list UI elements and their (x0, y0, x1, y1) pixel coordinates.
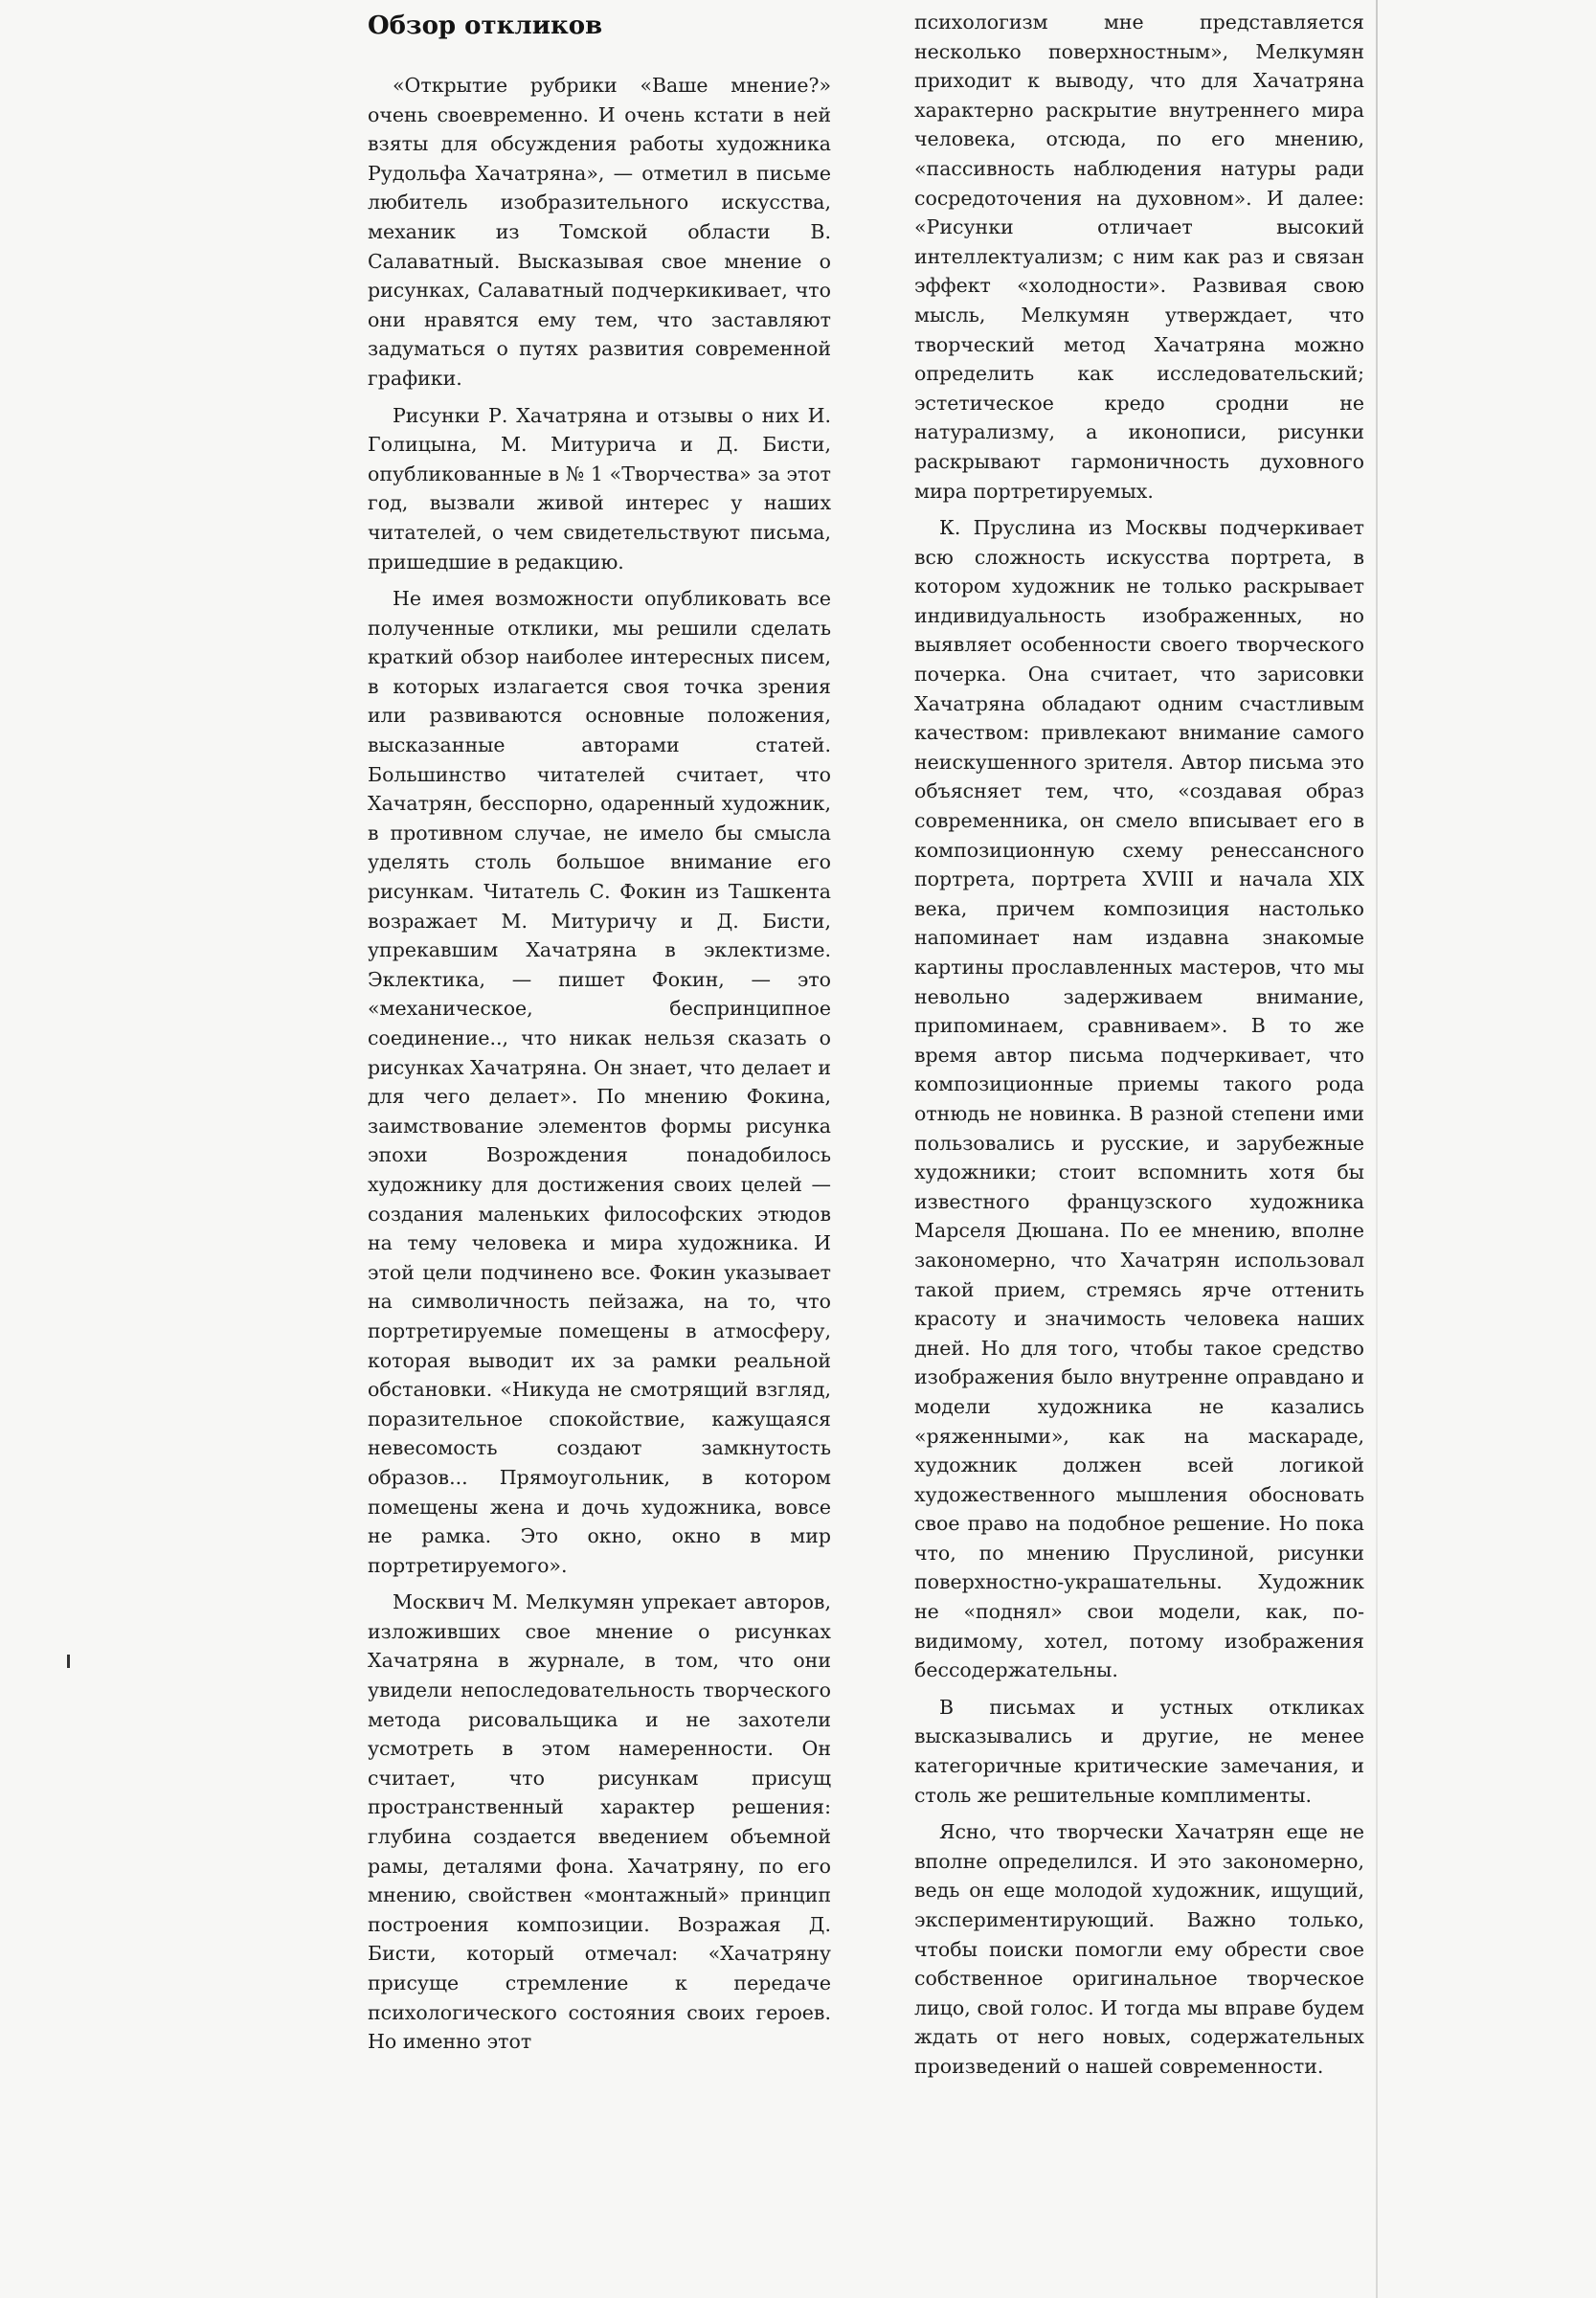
paragraph: К. Пруслина из Москвы подчеркивает всю сложность искусства портрета, в котором художник не только раскрывает индивидуальность изображенных, но выявляет особенности своего творческого почерка. Она считает, что зарисовки Хачатряна обладают одним счастливым качеством: привлекают внимание самого неискушенного зрителя. Автор письма это объясняет тем, что, «создавая образ современника, он смело вписывает его в композиционную схему ренессансного портрета, портрета XVIII и начала XIX века, причем композиция настолько напоминает нам издавна знакомые картины прославленных мастеров, что мы невольно задерживаем внимание, припоминаем, сравниваем». В то же время автор письма подчеркивает, что композиционные приемы такого рода отнюдь не новинка. В разной степени ими пользовались и русские, и зарубежные художники; стоит вспомнить хотя бы известного французского художника Марселя Дюшана. По ее мнению, вполне закономерно, что Хачатрян использовал такой прием, стремясь ярче оттенить красоту и значимость человека наших дней. Но для того, чтобы такое средство изображения было внутренне оправдано и модели художника не казались «ряженными», как на маскараде, художник должен всей логикой художественного мышления обосновать свое право на подобное решение. Но пока что, по мнению Пруслиной, рисунки поверхностно-украшательны. Художник не «поднял» свои модели, как, по-видимому, хотел, потому изображения бессодержательны. (914, 516, 1364, 1682)
article-title: Обзор откликов (368, 11, 603, 40)
paragraph: Рисунки Р. Хачатряна и отзывы о них И. Голицына, М. Митурича и Д. Бисти, опубликованные в № 1 «Творчества» за этот год, вызвали живой интерес у наших читателей, о чем свидетельствуют письма, пришедшие в редакцию. (368, 403, 831, 574)
paragraph: «Открытие рубрики «Ваше мнение?» очень своевременно. И очень кстати в ней взяты для обсуждения работы художника Рудольфа Хачатряна», — отметил в письме любитель изобразительного искусства, механик из Томской области В. Салаватный. Высказывая свое мнение о рисунках, Салаватный подчеркикивает, что они нравятся ему тем, что заставляют задуматься о путях развития современной графики. (368, 74, 831, 390)
scan-edge-right (1376, 0, 1378, 2298)
left-column (368, 0, 831, 2064)
right-column (914, 0, 1364, 2089)
paragraph: Не имея возможности опубликовать все полученные отклики, мы решили сделать краткий обзор наиболее интересных писем, в которых излагается своя точка зрения или развиваются основные положения, высказанные авторами статей. Большинство читателей считает, что Хачатрян, бесспорно, одаренный художник, в противном случае, не имело бы смысла уделять столь большое внимание его рисункам. Читатель С. Фокин из Ташкента возражает М. Митуричу и Д. Бисти, упрекавшим Хачатряна в эклектизме. Эклектика, — пишет Фокин, — это «механическое, беспринципное соединение.., что никак нельзя сказать о рисунках Хачатряна. Он знает, что делает и для чего делает». По мнению Фокина, заимствование элементов формы рисунка эпохи Возрождения понадобилось художнику для достижения своих целей — создания маленьких философских этюдов на тему человека и мира художника. И этой цели подчинено все. Фокин указывает на символичность пейзажа, на то, что портретируемые помещены в атмосферу, которая выводит их за рамки реальной обстановки. «Никуда не смотрящий взгляд, поразительное спокойствие, кажущаяся невесомость создают замкнутость образов... Прямоугольник, в котором помещены жена и дочь художника, вовсе не рамка. Это окно, окно в мир портретируемого». (368, 587, 831, 1577)
paragraph: Москвич М. Мелкумян упрекает авторов, изложивших свое мнение о рисунках Хачатряна в журнале, в том, что они увидели непоследовательность творческого метода рисовальщика и не захотели усмотреть в этом намеренности. Он считает, что рисункам присущ пространственный характер решения: глубина создается введением объемной рамы, деталями фона. Хачатряну, по его мнению, свойствен «монтажный» принцип построения композиции. Возражая Д. Бисти, который отмечал: «Хачатряну присуще стремление к передаче психологического состояния своих героев. Но именно этот (368, 1590, 831, 2054)
paragraph: В письмах и устных откликах высказывались и другие, не менее категоричные критические замечания, и столь же решительные комплименты. (914, 1695, 1364, 1807)
paragraph: Ясно, что творчески Хачатрян еще не вполне определился. И это закономерно, ведь он еще молодой художник, ищущий, экспериментирующий. Важно только, чтобы поиски помогли ему обрести свое собственное оригинальное творческое лицо, свой голос. И тогда мы вправе будем ждать от него новых, содержательных произведений о нашей современности. (914, 1820, 1364, 2078)
paragraph-continued: психологизм мне представляется несколько поверхностным», Мелкумян приходит к выводу, что для Хачатряна характерно раскрытие внутреннего мира человека, отсюда, по его мнению, «пассивность наблюдения натуры ради сосредоточения на духовном». И далее: «Рисунки отличает высокий интеллектуализм; с ним как раз и связан эффект «холодности». Развивая свою мысль, Мелкумян утверждает, что творческий метод Хачатряна можно определить как исследовательский; эстетическое кредо сродни не натурализму, а иконописи, рисунки раскрывают гармоничность духовного мира портретируемых. (914, 11, 1364, 503)
scan-mark (67, 1655, 70, 1668)
